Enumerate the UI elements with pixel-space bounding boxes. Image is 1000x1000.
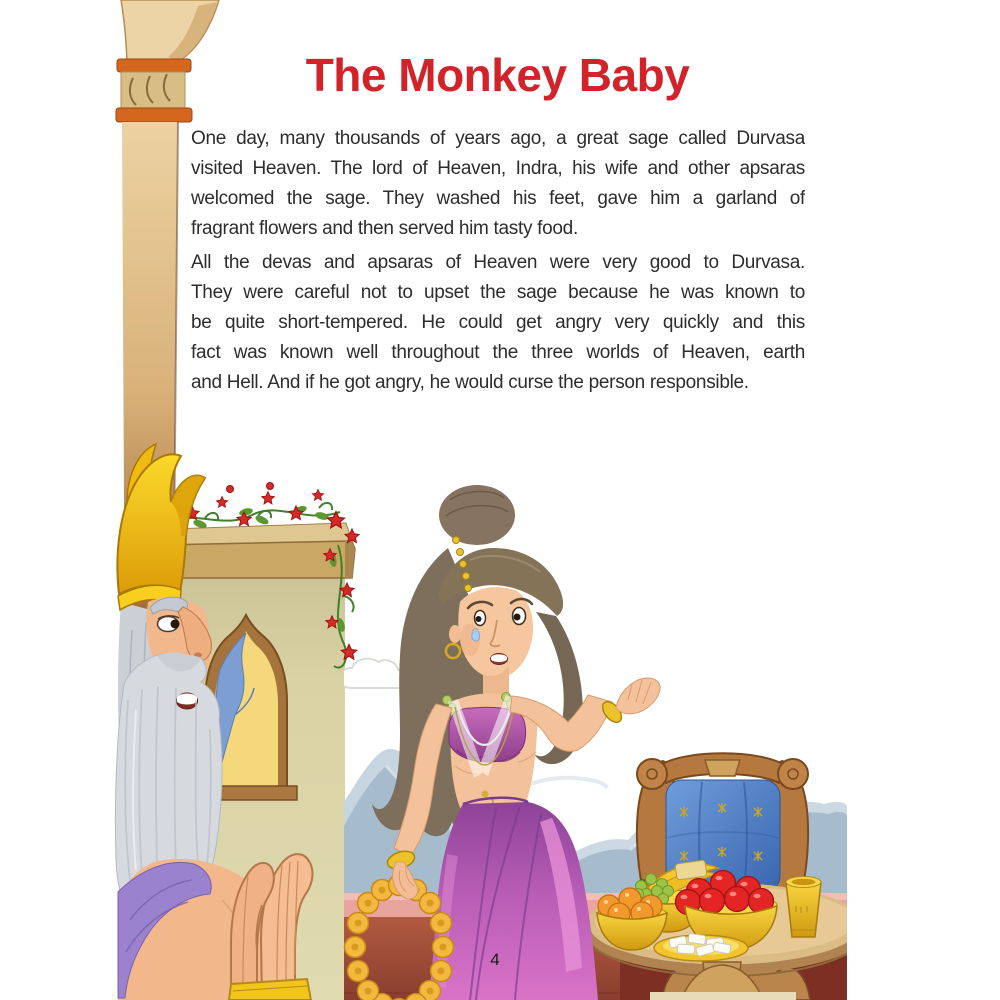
tear [472,629,480,641]
story-line: They were careful not to upset the sage because he was known to [191,282,805,303]
story-line: fact was known well throughout the three worlds of Heaven, earth [191,342,805,363]
story-line: and Hell. And if he got angry, he would curse the person responsible. [191,372,749,393]
story-text [191,124,805,398]
hair-bun [439,485,515,545]
story-line: be quite short-tempered. He could get angry very quickly and this [191,312,805,333]
cloud [339,659,407,688]
story-line: visited Heaven. The lord of Heaven, Indra, his wife and other apsaras [191,158,805,179]
story-line: All the devas and apsaras of Heaven were very good to Durvasa. [191,252,805,273]
page-title: The Monkey Baby [305,49,690,101]
story-paragraph [191,248,805,398]
story-line: welcomed the sage. They washed his feet, gave him a garland of [191,188,805,209]
story-line: fragrant flowers and then served him tasty food. [191,218,578,239]
golden-tumbler [786,877,821,938]
story-line: One day, many thousands of years ago, a great sage called Durvasa [191,128,805,149]
story-paragraph [191,124,805,244]
page-number: 4 [490,950,500,969]
